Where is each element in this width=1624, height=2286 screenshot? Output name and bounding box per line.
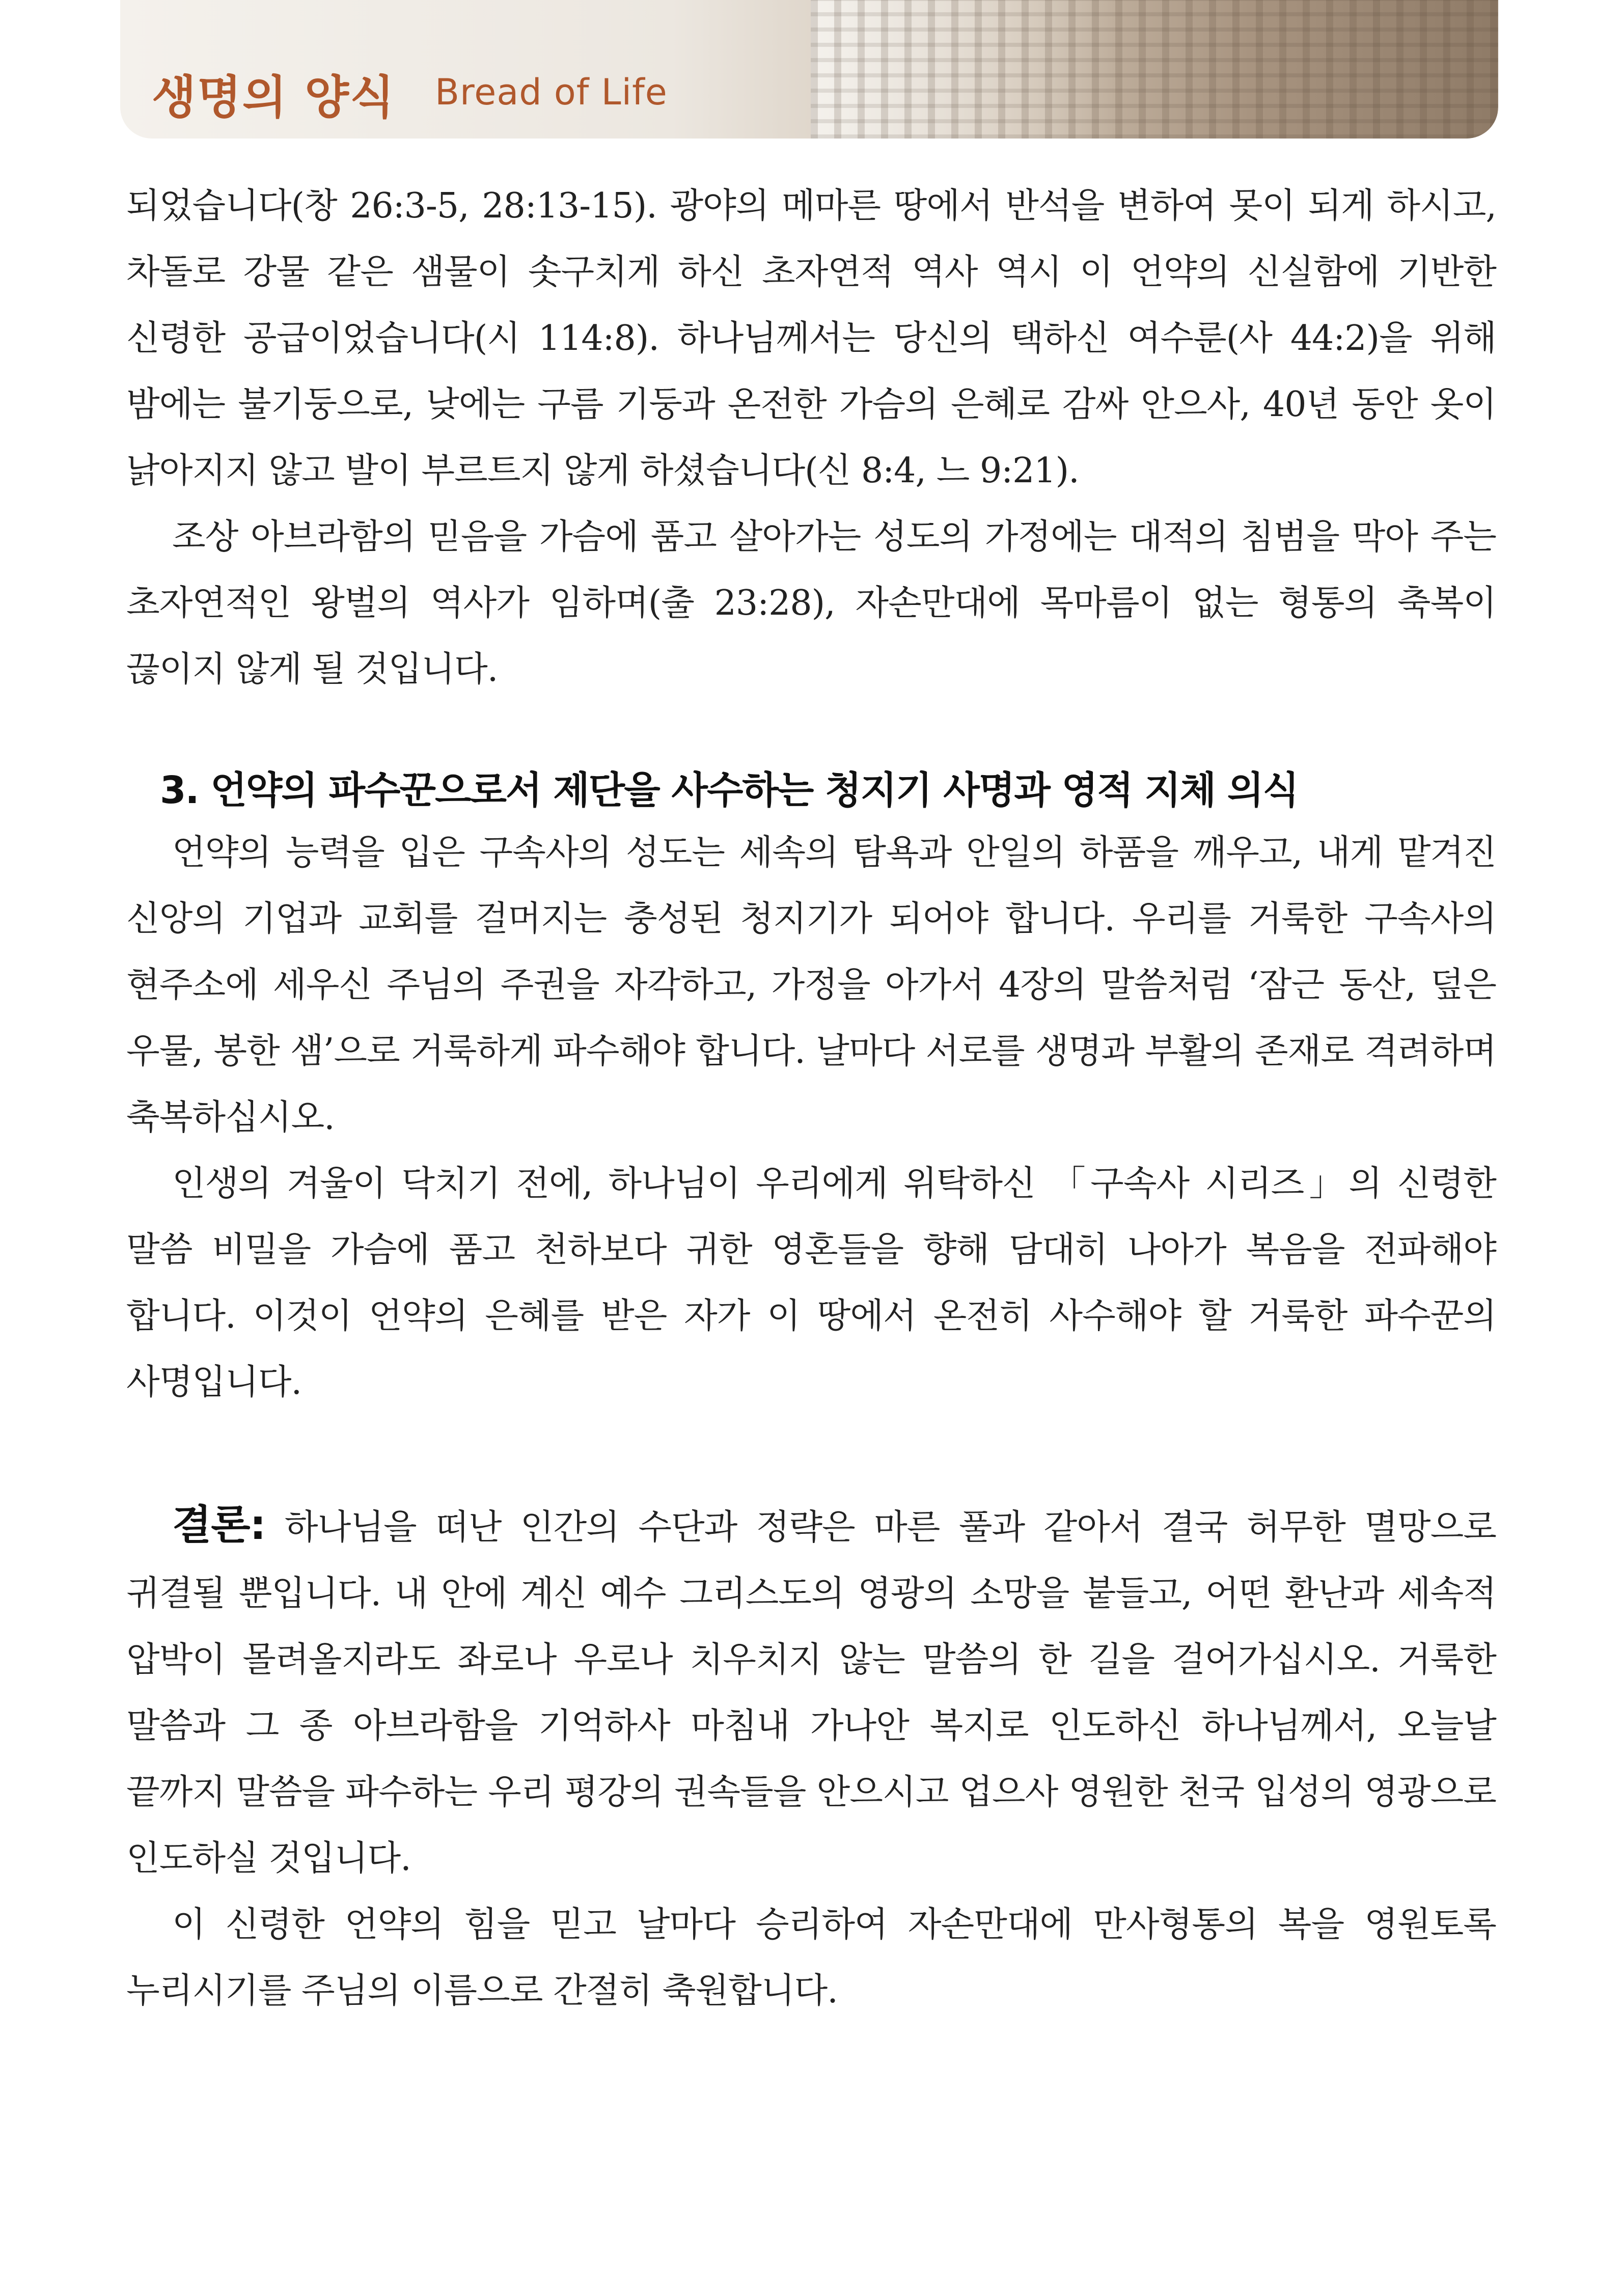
closing-blessing-paragraph: 이 신령한 언약의 힘을 믿고 날마다 승리하여 자손만대에 만사형통의 복을 영원토록 누리시기를 주님의 이름으로 간절히 축원합니다.: [126, 1905, 1496, 2011]
section-3-paragraph-2: 인생의 겨울이 닥치기 전에, 하나님이 우리에게 위탁하신 「구속사 시리즈」의 신령한 말씀 비밀을 가슴에 품고 천하보다 귀한 영혼들을 향해 담대히 나아가 복음을 전파해야 합니다. 이것이 언약의 은혜를 받은 자가 이 땅에서 온전히 사수해야 할 거룩한 파수꾼의 사명입니다.: [126, 1164, 1496, 1402]
header-title: 생명의 양식: [152, 71, 396, 124]
conclusion-paragraph: [126, 1492, 1496, 1892]
conclusion-text: 하나님을 떠난 인간의 수단과 정략은 마른 풀과 같아서 결국 허무한 멸망으로 귀결될 뿐입니다. 내 안에 계신 예수 그리스도의 영광의 소망을 붙들고, 어떤 환난과 세속적 압박이 몰려올지라도 좌로나 우로나 치우치지 않는 말씀의 한 길을 걸어가십시오. 거룩한 말씀과 그 종 아브라함을 기억하사 마침내 가나안 복지로 인도하신 하나님께서, 오늘날 끝까지 말씀을 파수하는 우리 평강의 권속들을 안으시고 업으사 영원한 천국 입성의 영광으로 인도하실 것입니다.: [126, 1507, 1496, 1879]
section-3-paragraph-1: 언약의 능력을 입은 구속사의 성도는 세속의 탐욕과 안일의 하품을 깨우고, 내게 맡겨진 신앙의 기업과 교회를 걸머지는 충성된 청지기가 되어야 합니다. 우리를 거룩한 구속사의 현주소에 세우신 주님의 주권을 자각하고, 가정을 아가서 4장의 말씀처럼 ‘잠근 동산, 덮은 우물, 봉한 샘’으로 거룩하게 파수해야 합니다. 날마다 서로를 생명과 부활의 존재로 격려하며 축복하십시오.: [126, 833, 1496, 1138]
conclusion-label: 결론:: [172, 1501, 266, 1549]
header-subtitle: Bread of Life: [435, 71, 668, 113]
section-3-heading: 3. 언약의 파수꾼으로서 제단을 사수하는 청지기 사명과 영적 지체 의식: [160, 768, 1299, 812]
body-paragraph-2: 조상 아브라함의 믿음을 가슴에 품고 살아가는 성도의 가정에는 대적의 침범을 막아 주는 초자연적인 왕벌의 역사가 임하며(출 23:28), 자손만대에 목마름이 없는 형통의 축복이 끊이지 않게 될 것입니다.: [126, 517, 1496, 690]
header-background-photo: [811, 0, 1498, 139]
body-paragraph-1: 되었습니다(창 26:3-5, 28:13-15). 광야의 메마른 땅에서 반석을 변하여 못이 되게 하시고, 차돌로 강물 같은 샘물이 솟구치게 하신 초자연적 역사 역시 이 언약의 신실함에 기반한 신령한 공급이었습니다(시 114:8). 하나님께서는 당신의 택하신 여수룬(사 44:2)을 위해 밤에는 불기둥으로, 낮에는 구름 기둥과 온전한 가슴의 은혜로 감싸 안으사, 40년 동안 옷이 낡아지지 않고 발이 부르트지 않게 하셨습니다(신 8:4, 느 9:21).: [126, 186, 1496, 491]
article-body: [126, 173, 1496, 2024]
page-header-banner: [120, 0, 1498, 139]
